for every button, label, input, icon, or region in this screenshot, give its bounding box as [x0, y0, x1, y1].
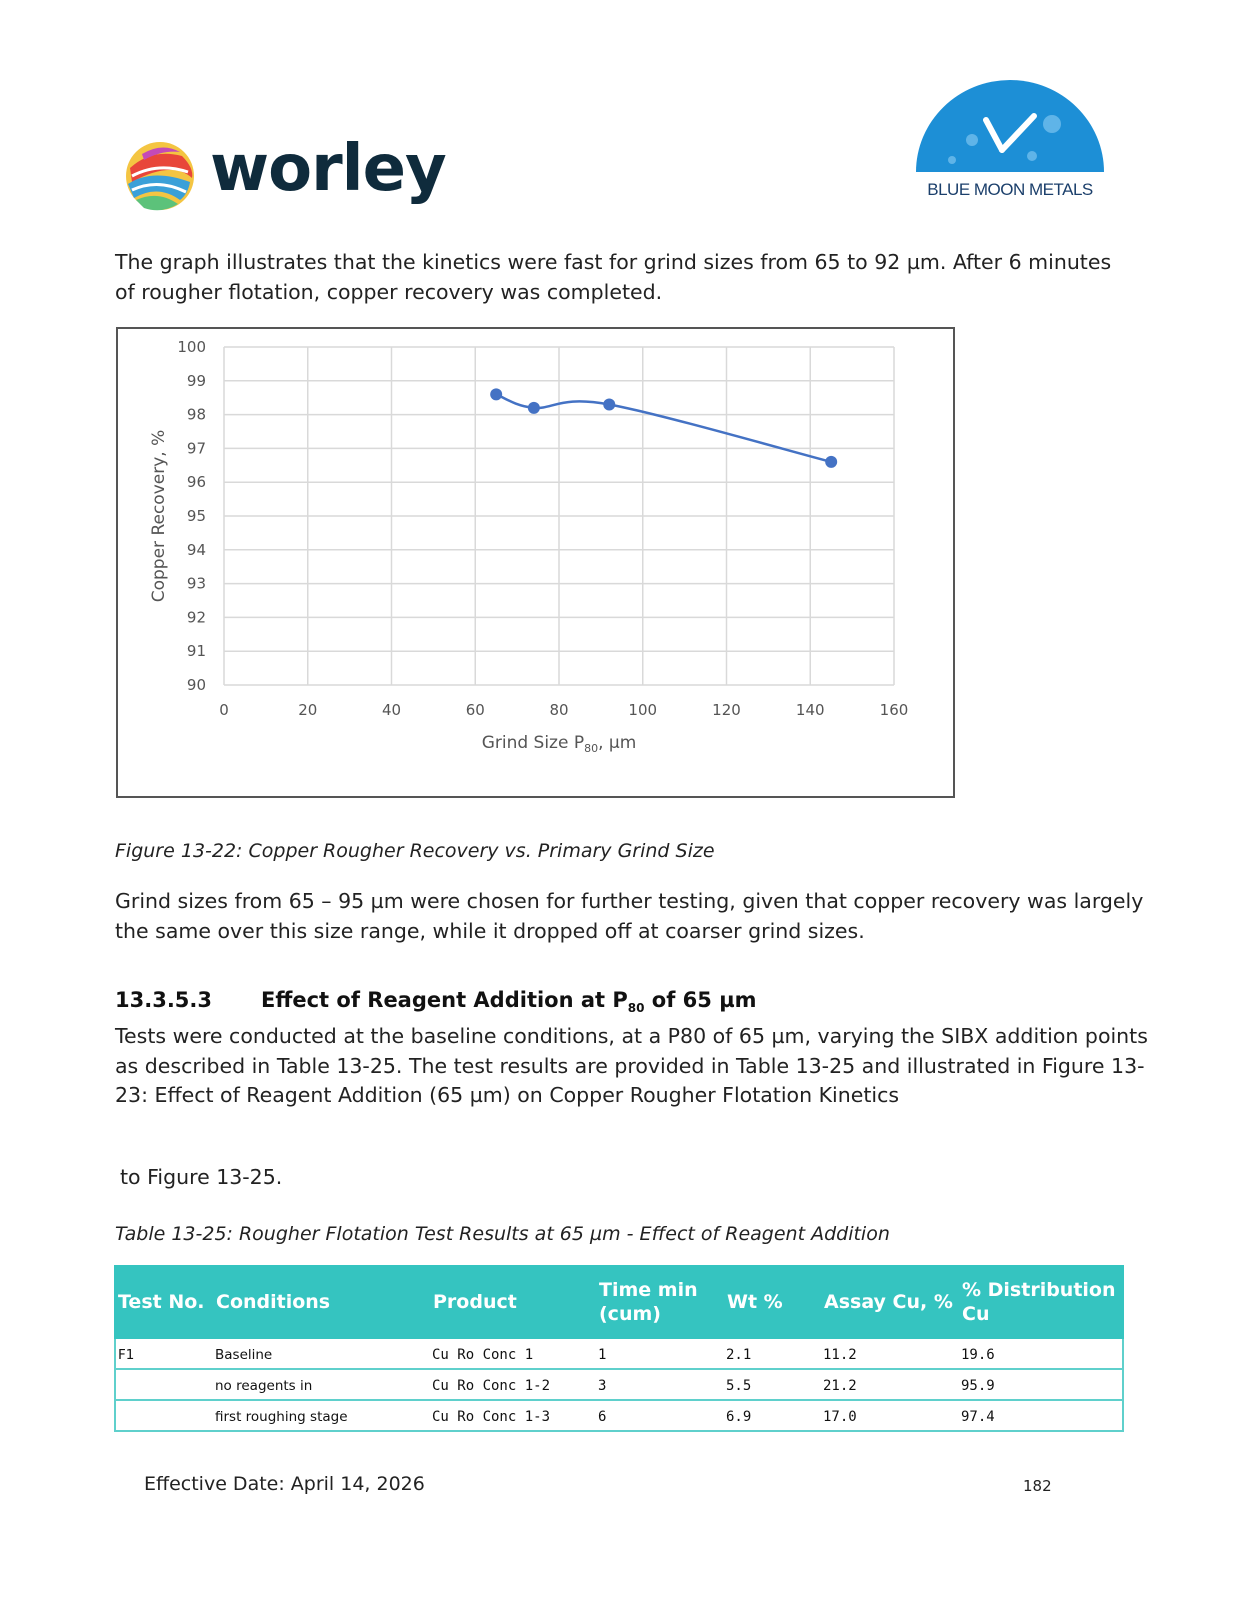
cell-distribution: 97.4 — [959, 1400, 1123, 1431]
header-conditions: Conditions — [213, 1266, 430, 1338]
cell-conditions: no reagents in — [213, 1369, 430, 1400]
cell-distribution: 19.6 — [959, 1338, 1123, 1369]
header-test-no: Test No. — [115, 1266, 213, 1338]
x-axis-label: Grind Size $P_{80}$, µm — [481, 733, 637, 755]
worley-globe-icon — [122, 138, 202, 218]
table-header-row — [115, 1266, 1123, 1338]
y-tick-label: 94 — [186, 540, 206, 559]
table-caption: Table 13-25: Rougher Flotation Test Results at 65 µm - Effect of Reagent Addition — [115, 1223, 890, 1245]
section-title-subscript: 80 — [627, 1001, 645, 1016]
worley-wordmark: worley — [210, 132, 446, 206]
chart-plot — [118, 329, 953, 796]
header-distribution: % Distribution Cu — [959, 1266, 1123, 1338]
x-tick-label: 0 — [219, 701, 229, 719]
cell-test-no — [115, 1400, 213, 1431]
cell-test-no — [115, 1369, 213, 1400]
to-figure-paragraph: to Figure 13-25. — [120, 1165, 283, 1189]
recovery-chart — [116, 327, 955, 798]
table-row — [115, 1400, 1123, 1431]
cell-product: Cu Ro Conc 1 — [430, 1338, 596, 1369]
cell-product: Cu Ro Conc 1-3 — [430, 1400, 596, 1431]
cell-assay: 11.2 — [821, 1338, 959, 1369]
section-number: 13.3.5.3 — [115, 988, 212, 1012]
cell-product: Cu Ro Conc 1-2 — [430, 1369, 596, 1400]
x-tick-label: 60 — [465, 701, 485, 719]
y-tick-label: 93 — [186, 574, 206, 593]
y-tick-label: 90 — [186, 676, 206, 694]
x-tick-label: 80 — [549, 701, 569, 719]
data-point — [528, 402, 540, 414]
cell-wt: 2.1 — [724, 1338, 821, 1369]
x-tick-label: 120 — [712, 701, 741, 719]
data-point — [603, 398, 615, 410]
y-tick-label: 97 — [186, 439, 206, 458]
y-axis-label: Copper Recovery, % — [149, 429, 169, 603]
y-tick-label: 99 — [186, 371, 206, 390]
y-tick-label: 96 — [186, 473, 206, 492]
cell-assay: 21.2 — [821, 1369, 959, 1400]
y-tick-label: 100 — [177, 338, 206, 356]
section-heading — [115, 988, 757, 1015]
header-wt: Wt % — [724, 1266, 821, 1338]
cell-test-no: F1 — [115, 1338, 213, 1369]
cell-wt: 6.9 — [724, 1400, 821, 1431]
reagent-tests-paragraph: Tests were conducted at the baseline conditions, at a P80 of 65 µm, varying the SIBX addition points as described in Table 13-25. The test results are provided in Table 13-25 and illustrated in Figure 13-23: Effect of Reagent Addition (65 µm) on Copper Rougher Flotation Kinetics — [115, 1024, 1148, 1107]
cell-assay: 17.0 — [821, 1400, 959, 1431]
series-line — [496, 394, 831, 462]
table-row — [115, 1338, 1123, 1369]
x-tick-label: 100 — [628, 701, 658, 719]
y-tick-label: 91 — [186, 642, 206, 661]
data-point — [825, 456, 837, 468]
moon-clock-icon — [912, 80, 1108, 180]
y-tick-label: 98 — [186, 405, 206, 424]
x-tick-label: 160 — [879, 701, 909, 719]
cell-time: 3 — [596, 1369, 724, 1400]
y-tick-label: 92 — [186, 608, 206, 627]
section-title-prefix: Effect of Reagent Addition at P — [261, 988, 628, 1012]
blue-moon-metals-logo — [912, 80, 1108, 204]
page-number: 182 — [1023, 1477, 1052, 1495]
header-product: Product — [430, 1266, 596, 1338]
header-time: Time min (cum) — [596, 1266, 724, 1338]
x-tick-label: 20 — [298, 701, 318, 719]
blue-moon-metals-wordmark: BLUE MOON METALS — [927, 180, 1093, 199]
effective-date: Effective Date: April 14, 2026 — [144, 1473, 425, 1495]
figure-caption: Figure 13-22: Copper Rougher Recovery vs. Primary Grind Size — [115, 840, 715, 862]
intro-paragraph: The graph illustrates that the kinetics were fast for grind sizes from 65 to 92 µm. After 6 minutes of rougher flotation, copper recovery was completed. — [115, 250, 1112, 304]
cell-conditions: first roughing stage — [213, 1400, 430, 1431]
table-row — [115, 1369, 1123, 1400]
header-assay: Assay Cu, % — [821, 1266, 959, 1338]
grind-choice-paragraph: Grind sizes from 65 – 95 µm were chosen for further testing, given that copper recovery was largely the same over this size range, while it dropped off at coarser grind sizes. — [115, 889, 1144, 943]
cell-time: 6 — [596, 1400, 724, 1431]
x-tick-label: 40 — [381, 701, 402, 719]
cell-wt: 5.5 — [724, 1369, 821, 1400]
cell-time: 1 — [596, 1338, 724, 1369]
results-table — [114, 1265, 1124, 1432]
cell-distribution: 95.9 — [959, 1369, 1123, 1400]
data-point — [490, 388, 502, 400]
x-tick-label: 140 — [795, 701, 825, 719]
y-tick-label: 95 — [186, 507, 206, 525]
section-title-suffix: of 65 µm — [644, 988, 757, 1012]
worley-logo — [122, 132, 452, 218]
cell-conditions: Baseline — [213, 1338, 430, 1369]
